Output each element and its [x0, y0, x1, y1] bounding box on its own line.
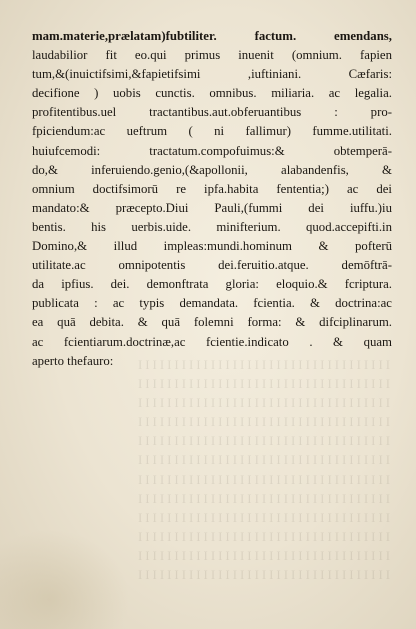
text-line: fpiciendum:ac ueftrum ( ni fallimur) fumme.utilitati.: [32, 124, 392, 139]
text-line: bentis. his uerbis.uide. minifterium. quod.accepifti.in: [32, 219, 392, 234]
text-line: laudabilior fit eo.qui primus inuenit (omnium. fapien: [32, 48, 392, 63]
text-line: tum,&(inuictifsimi,&fapietifsimi ,iuftiniani. Cæfaris:: [32, 67, 392, 82]
text-line: decifione ) uobis cunctis. omnibus. miliaria. ac legalia.: [32, 86, 392, 101]
text-line: ea quā debita. & quā folemni forma: & difciplinarum.: [32, 315, 392, 330]
text-line: mam.materie,prælatam)fubtiliter. factum. emendans,: [32, 29, 392, 43]
text-line: utilitate.ac omnipotentis dei.feruitio.atque. demōftrā-: [32, 258, 392, 273]
body-text: [32, 27, 392, 371]
text-line: aperto thefauro:: [32, 353, 114, 368]
text-line: mandato:& præcepto.Diui Pauli,(fummi dei iuffu.)iu: [32, 200, 392, 215]
text-line: omnium doctifsimorū re ipfa.habita fententia;) ac dei: [32, 181, 392, 196]
text-line: da ipfius. dei. demonftrata gloria: eloquio.& fcriptura.: [32, 277, 392, 292]
text-line: profitentibus.uel tractantibus.aut.obferuantibus : pro-: [32, 105, 392, 120]
text-line: publicata : ac typis demandata. fcientia. & doctrina:ac: [32, 296, 392, 311]
show-through-text: I I I I I I I I I I I I I I I I I I I I I I I I I I I I I I I I I I I I I I I I I I I I I I I I I I I I I I I I I I I I I I I I I I I I I I I I I I I I I I I I I I I I I I I I I I I I I I I I I I I I I I I I I I I I I I I I I I I I I I I I I I I I I I I I I I I I I I I I I I I I I I I I I I I I I I I I I I I I I I I I I I I I I I I I I I I I I I I I I I I I I I I I I I I I I I I I I I I I I I I I I I I I I I I I I I I I I I I I I I I I I I I I I I I I I I I I I I I I I I I I I I I I I I I I I I I I I I I I I I I I I I I I I I I I I I I I I I I I I I I I I I I I I I I I I I I I I I I I I I I I I I I I I I I I I I I I I I I I I I I I I I I I I I I I I I I I I I I I I I I I I I I I I I I I I I I I I I I I I I I I I I I I I I I I I I I I I I I I I I I I I I I I I I I I I I I I I I I I I I I I I I I I I I I I I I I I I I I I I I I I: [138, 358, 390, 583]
text-line: do,& inferuiendo.genio,(&apollonii, alabandenfis, &: [32, 162, 392, 177]
text-line: huiufcemodi: tractatum.compofuimus:& obtemperā-: [32, 143, 392, 158]
text-line: ac fcientiarum.doctrinæ,ac fcientie.indicato . & quam: [32, 334, 392, 349]
text-line: Domino,& illud impleas:mundi.hominum & pofterū: [32, 239, 392, 254]
